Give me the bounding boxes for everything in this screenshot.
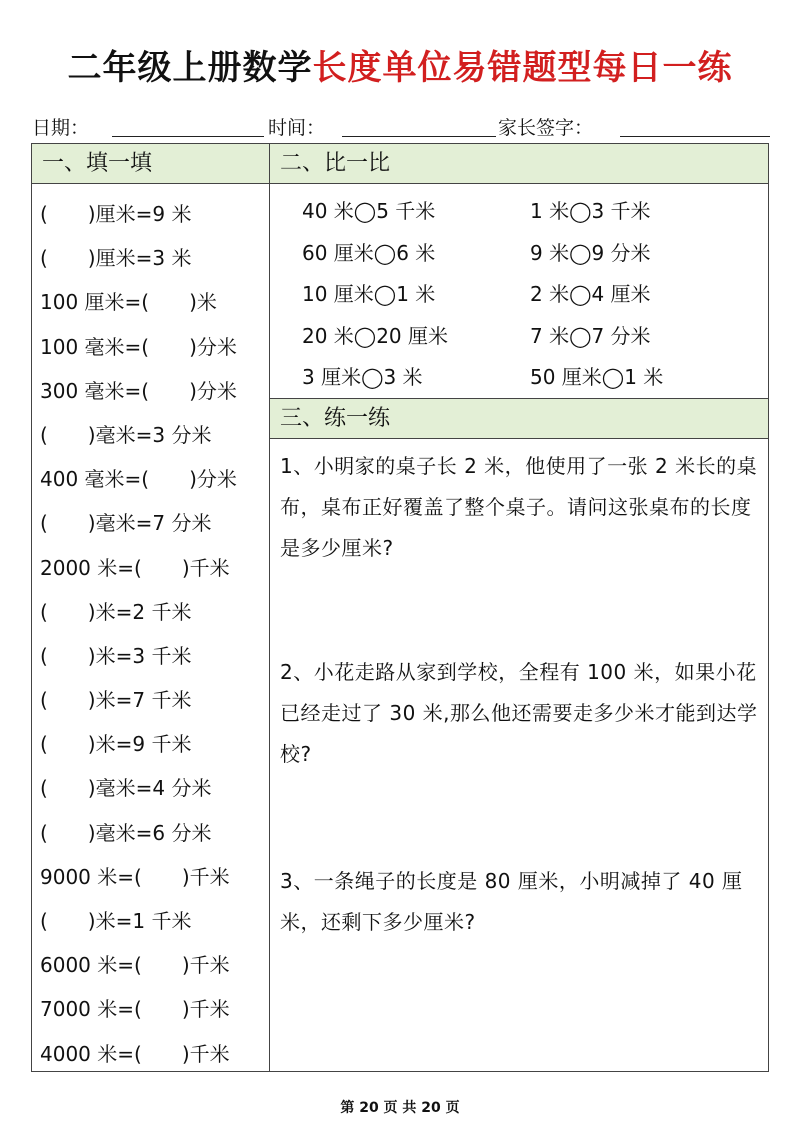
compare-left-column xyxy=(302,190,448,398)
fill-item: 4000 米=( )千米 xyxy=(40,1041,230,1066)
fill-item: 6000 米=( )千米 xyxy=(40,953,230,978)
compare-item: 50 厘米◯1 米 xyxy=(530,365,664,390)
compare-item: 3 厘米◯3 米 xyxy=(302,365,423,390)
compare-item: 9 米◯9 分米 xyxy=(530,240,651,265)
fill-item: 300 毫米=( )分米 xyxy=(40,378,237,403)
fill-item: ( )毫米=7 分米 xyxy=(40,511,212,536)
fill-item: ( )毫米=3 分米 xyxy=(40,422,212,447)
practice-question-3: 3、一条绳子的长度是 80 厘米，小明减掉了 40 厘米，还剩下多少厘米? xyxy=(280,869,743,934)
title-grade: 二年级上册数学 xyxy=(67,48,313,88)
fill-item: 400 毫米=( )分米 xyxy=(40,467,237,492)
fill-item: ( )毫米=6 分米 xyxy=(40,820,212,845)
fill-item: ( )米=9 千米 xyxy=(40,732,192,757)
time-label: 时间： xyxy=(268,117,326,139)
section-fill-header: 一、填一填 xyxy=(32,144,269,184)
section-practice-header: 三、练一练 xyxy=(270,398,768,439)
fill-item: ( )米=2 千米 xyxy=(40,599,192,624)
page-title xyxy=(0,40,800,89)
page-number: 第 20 页 共 20 页 xyxy=(340,1100,460,1116)
worksheet-table xyxy=(31,143,769,1072)
column-divider xyxy=(269,144,270,1071)
date-blank xyxy=(112,136,264,137)
fill-item: 100 厘米=( )米 xyxy=(40,290,217,315)
fill-item: 2000 米=( )千米 xyxy=(40,555,230,580)
parent-signature-blank xyxy=(620,136,770,137)
fill-item: 100 毫米=( )分米 xyxy=(40,334,237,359)
compare-item: 2 米◯4 厘米 xyxy=(530,282,651,307)
fill-item: ( )厘米=3 米 xyxy=(40,246,192,271)
parent-signature-label: 家长签字： xyxy=(498,117,594,139)
fill-item: ( )米=1 千米 xyxy=(40,909,192,933)
compare-item: 40 米◯5 千米 xyxy=(302,199,436,223)
date-label: 日期： xyxy=(32,117,90,139)
compare-right-column xyxy=(530,190,663,398)
fill-item: ( )厘米=9 米 xyxy=(40,202,192,226)
time-blank xyxy=(342,136,496,137)
fill-item: 7000 米=( )千米 xyxy=(40,997,230,1022)
compare-item: 7 米◯7 分米 xyxy=(530,323,651,348)
compare-item: 10 厘米◯1 米 xyxy=(302,282,436,307)
fill-item: ( )米=7 千米 xyxy=(40,688,192,713)
section-compare-header: 二、比一比 xyxy=(270,144,768,184)
compare-item: 20 米◯20 厘米 xyxy=(302,323,448,348)
practice-question-2: 2、小花走路从家到学校，全程有 100 米，如果小花已经走过了 30 米,那么他还需要走多少米才能到达学校? xyxy=(280,660,758,766)
compare-item: 60 厘米◯6 米 xyxy=(302,240,436,265)
fill-item: ( )毫米=4 分米 xyxy=(40,776,212,801)
title-topic: 长度单位易错题型每日一练 xyxy=(312,48,733,88)
fill-list xyxy=(40,196,265,1080)
fill-item: 9000 米=( )千米 xyxy=(40,864,230,889)
practice-question-1: 1、小明家的桌子长 2 米，他使用了一张 2 米长的桌布，桌布正好覆盖了整个桌子。请问这张桌布的长度是多少厘米? xyxy=(280,454,758,560)
fill-item: ( )米=3 千米 xyxy=(40,643,192,668)
compare-item: 1 米◯3 千米 xyxy=(530,199,651,223)
